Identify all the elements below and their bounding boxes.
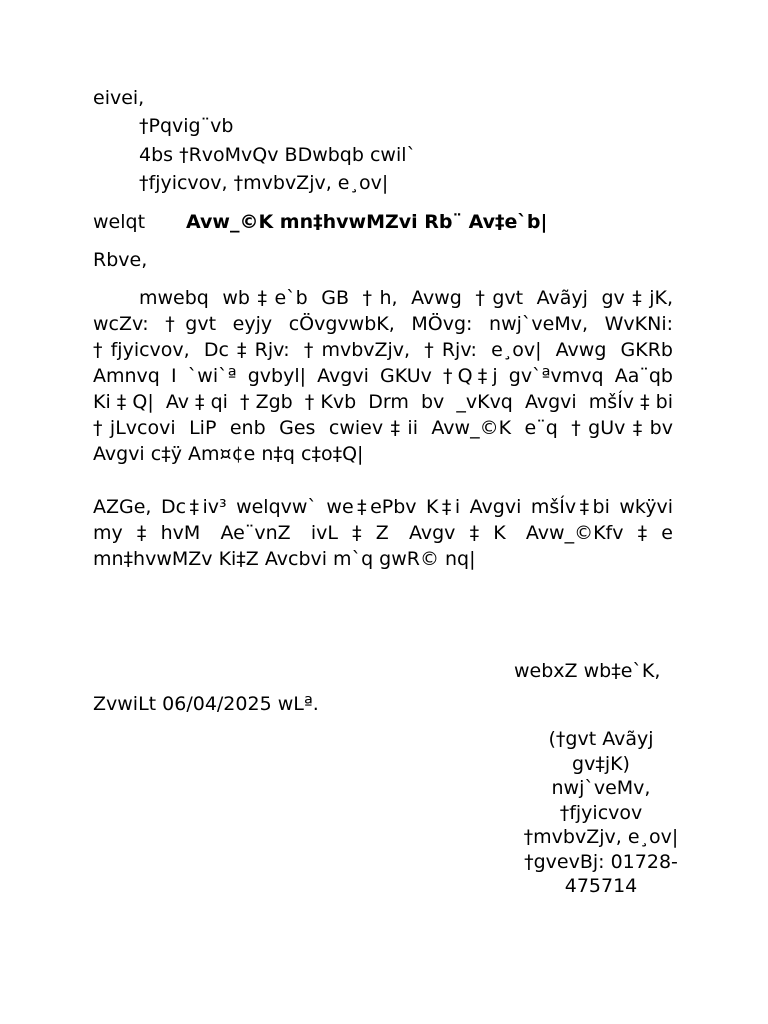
body-paragraph-1-line: †fjyicvov, Dc‡Rjv: †mvbvZjv, †Rjv: e¸ov| Avwg GKRb bbox=[93, 339, 673, 361]
recipient-title: †Pqvig¨vb bbox=[139, 115, 234, 137]
body-paragraph-1-line: Avgvi c‡ÿ Am¤¢e n‡q c‡o‡Q| bbox=[93, 443, 364, 465]
subject-label: welqt bbox=[93, 211, 146, 233]
signature-village: nwj`veMv, bbox=[551, 777, 651, 799]
signature-post: †fjyicvov bbox=[559, 801, 643, 824]
body-paragraph-1-line: mwebq wb‡e`b GB †h, Avwg †gvt Avãyj gv‡jK, bbox=[139, 287, 673, 309]
recipient-office: 4bs †RvoMvQv BDwbqb cwil` bbox=[139, 144, 417, 166]
date-line: ZvwiLt 06/04/2025 wLª. bbox=[93, 693, 319, 715]
signature-name: (†gvt Avãyj bbox=[548, 728, 654, 750]
signature-name-cont: gv‡jK) bbox=[572, 752, 630, 775]
greeting: Rbve, bbox=[93, 249, 148, 271]
closing: webxZ wb‡e`K, bbox=[514, 660, 661, 682]
signature-block bbox=[490, 727, 712, 899]
body-paragraph-2-line: AZGe, Dc‡iv³ welqvw` we‡ePbv K‡i Avgvi mšÍv‡bi wkÿvi bbox=[93, 496, 673, 518]
body-paragraph-1 bbox=[93, 285, 673, 311]
body-paragraph-1-cont bbox=[93, 311, 673, 467]
body-paragraph-2 bbox=[93, 494, 673, 572]
recipient-address: †fjyicvov, †mvbvZjv, e¸ov| bbox=[139, 172, 389, 194]
body-paragraph-2-line: mn‡hvwMZv Ki‡Z Avcbvi m`q gwR© nq| bbox=[93, 548, 476, 570]
body-paragraph-1-line: Ki‡Q| Av‡qi †Zgb †Kvb Drm bv _vKvq Avgvi mšÍv‡bi bbox=[93, 391, 673, 413]
signature-mobile: †gvevBj: 01728- bbox=[524, 850, 678, 873]
signature-mobile-cont: 475714 bbox=[564, 875, 638, 897]
body-paragraph-2-line: my‡hvM Ae¨vnZ ivL‡Z Avgv‡K Avw_©Kfv‡e bbox=[93, 522, 673, 544]
subject-text: Avw_©K mn‡hvwMZvi Rb¨ Av‡e`b| bbox=[186, 211, 548, 233]
body-paragraph-1-line: wcZv: †gvt eyjy cÖvgvwbK, MÖvg: nwj`veMv, WvKNi: bbox=[93, 313, 673, 335]
body-paragraph-1-line: †jLvcovi LiP enb Ges cwiev‡ii Avw_©K e¨q †gUv‡bv bbox=[93, 417, 673, 439]
body-paragraph-1-line: Amnvq I `wi`ª gvbyl| Avgvi GKUv †Q‡j gv`ªvmvq Aa¨qb bbox=[93, 365, 673, 387]
signature-district: †mvbvZjv, e¸ov| bbox=[523, 826, 679, 848]
salutation-to: eivei, bbox=[93, 87, 145, 109]
